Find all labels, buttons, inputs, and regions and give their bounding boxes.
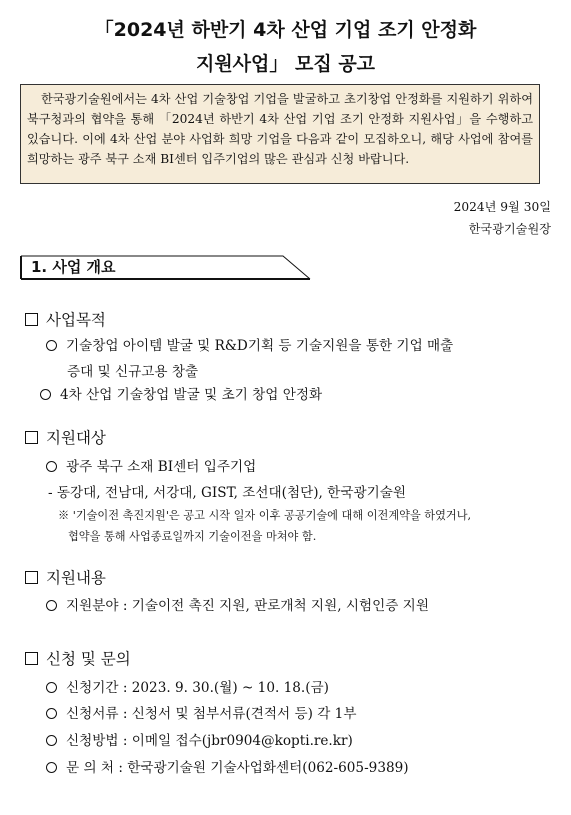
apply-item-3-text: 신청방법 : 이메일 접수(jbr0904@kopti.re.kr) — [66, 733, 353, 749]
purpose-item-1-cont: 증대 및 신규고용 창출 — [67, 364, 199, 380]
target-item-1 — [46, 455, 256, 475]
circle-bullet-icon — [46, 708, 57, 719]
apply-heading-text: 신청 및 문의 — [46, 650, 131, 668]
checkbox-square-icon — [25, 652, 38, 665]
circle-bullet-icon — [46, 762, 57, 773]
intro-text: 한국광기술원에서는 4차 산업 기술창업 기업을 발굴하고 초기창업 안정화를 지원하기 위하여 북구청과의 협약을 통해 「2024년 하반기 4차 산업 기업 조기 안정화 지원사업」을 수행하고 있습니다. 이에 4차 산업 분야 사업화 희망 기업을 다음과 같이 모집하오니, 해당 사업에 참여를 희망하는 광주 북구 소재 BI센터 입주기업의 많은 관심과 신청 바랍니다. — [27, 92, 533, 166]
circle-bullet-icon — [46, 461, 57, 472]
apply-item-4-text: 문 의 처 : 한국광기술원 기술사업화센터(062-605-9389) — [66, 760, 409, 776]
circle-bullet-icon — [46, 735, 57, 746]
apply-item-1-text: 신청기간 : 2023. 9. 30.(월) ~ 10. 18.(금) — [66, 680, 329, 696]
checkbox-square-icon — [25, 431, 38, 444]
apply-item-2-text: 신청서류 : 신청서 및 첨부서류(견적서 등) 각 1부 — [66, 706, 357, 722]
apply-heading — [25, 647, 131, 669]
apply-item-2 — [46, 702, 356, 722]
title-line-1: 「2024년 하반기 4차 산업 기업 조기 안정화 — [94, 19, 477, 41]
apply-item-1 — [46, 676, 329, 696]
target-item-1-text: 광주 북구 소재 BI센터 입주기업 — [66, 459, 257, 475]
content-heading-text: 지원내용 — [46, 569, 106, 587]
title-line-2: 지원사업」 모집 공고 — [195, 53, 376, 75]
apply-item-4 — [46, 756, 409, 776]
target-item-2: - 동강대, 전남대, 서강대, GIST, 조선대(첨단), 한국광기술원 — [48, 485, 406, 501]
content-heading — [25, 566, 106, 588]
purpose-heading — [25, 308, 106, 330]
intro-box — [20, 84, 540, 184]
notice-date: 2024년 9월 30일 — [453, 200, 551, 214]
target-heading — [25, 426, 106, 448]
apply-item-3 — [46, 729, 353, 749]
purpose-heading-text: 사업목적 — [46, 311, 106, 329]
purpose-item-2-text: 4차 산업 기술창업 발굴 및 초기 창업 안정화 — [60, 387, 323, 403]
circle-bullet-icon — [40, 389, 51, 400]
target-note-line-1: ※ '기술이전 촉진지원'은 공고 시작 일자 이후 공공기술에 대해 이전계약을 하였거나, — [58, 509, 472, 522]
circle-bullet-icon — [46, 600, 57, 611]
purpose-item-1-text: 기술창업 아이템 발굴 및 R&D기획 등 기술지원을 통한 기업 매출 — [66, 338, 454, 354]
content-item-1-text: 지원분야 : 기술이전 촉진 지원, 판로개척 지원, 시험인증 지원 — [66, 598, 429, 614]
target-heading-text: 지원대상 — [46, 429, 106, 447]
section-1-header — [20, 251, 320, 281]
issuer: 한국광기술원장 — [468, 222, 551, 236]
content-item-1 — [46, 594, 429, 614]
purpose-item-2 — [40, 383, 322, 403]
purpose-item-1 — [46, 334, 453, 354]
checkbox-square-icon — [25, 313, 38, 326]
checkbox-square-icon — [25, 571, 38, 584]
target-note-line-2: 협약을 통해 사업종료일까지 기술이전을 마쳐야 함. — [68, 530, 317, 543]
circle-bullet-icon — [46, 340, 57, 351]
circle-bullet-icon — [46, 682, 57, 693]
section-1-title: 1. 사업 개요 — [31, 258, 116, 276]
